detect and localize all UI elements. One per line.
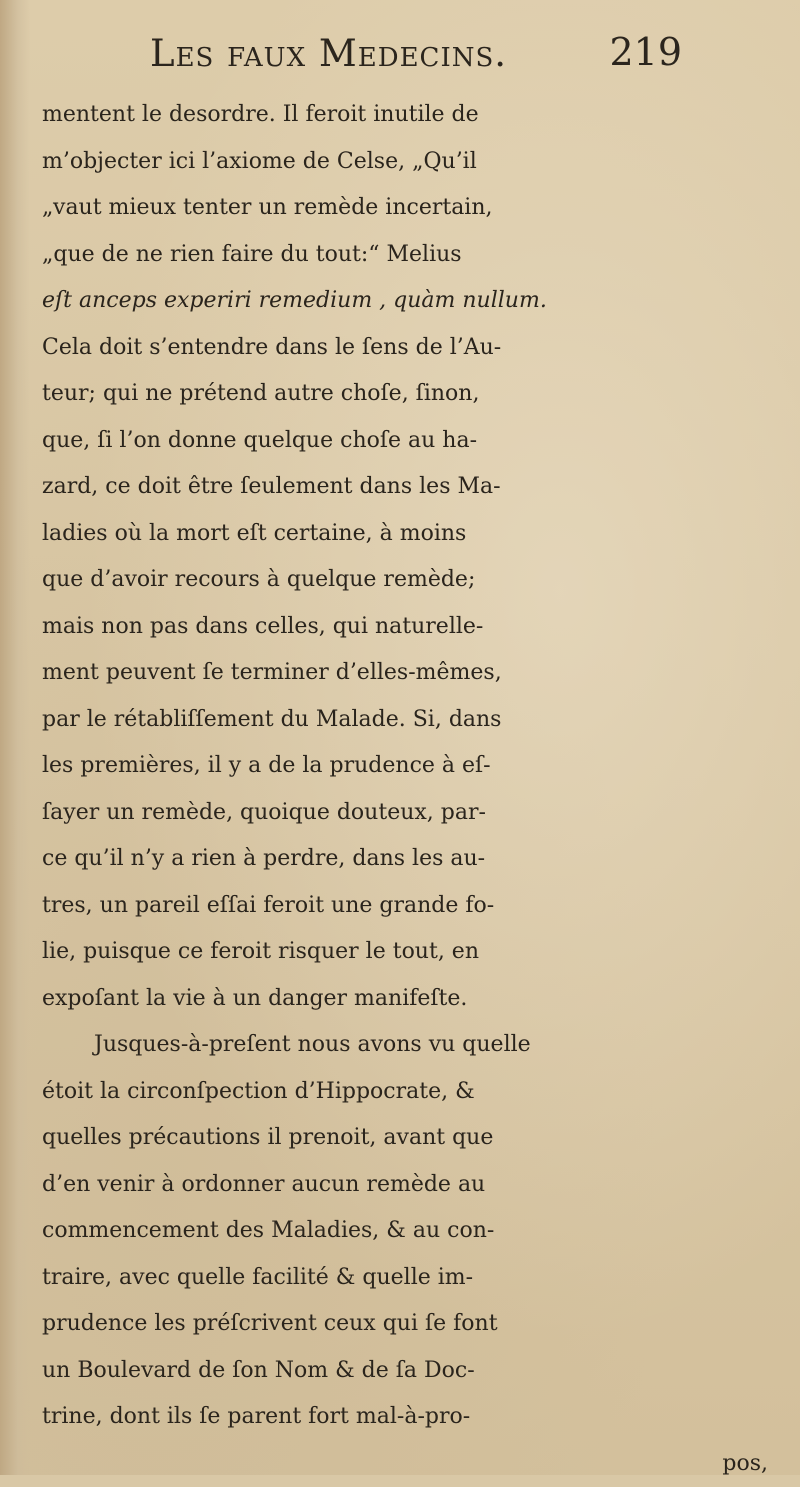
body-text (42, 92, 790, 1487)
text-line: m’objecter ici l’axiome de Celse, „Qu’il (42, 139, 790, 186)
page-header (150, 22, 670, 80)
text-line: trine, dont ils ſe parent fort mal-à-pro- (42, 1394, 790, 1441)
catchword: pos, (42, 1441, 790, 1487)
text-line: prudence les préſcrivent ceux qui ſe font (42, 1301, 790, 1348)
text-line: mais non pas dans celles, qui naturelle- (42, 604, 790, 651)
text-line: quelles précautions il prenoit, avant que (42, 1115, 790, 1162)
text-line: que, ſi l’on donne quelque choſe au ha- (42, 418, 790, 465)
text-line: traire, avec quelle facilité & quelle im- (42, 1255, 790, 1302)
text-line: mentent le desordre. Il feroit inutile de (42, 92, 790, 139)
text-line: d’en venir à ordonner aucun remède au (42, 1162, 790, 1209)
text-line: expoſant la vie à un danger manifeſte. (42, 976, 790, 1023)
text-line: que d’avoir recours à quelque remède; (42, 557, 790, 604)
text-line: commencement des Maladies, & au con- (42, 1208, 790, 1255)
page-gutter-shadow (0, 0, 30, 1475)
text-line: Cela doit s’entendre dans le ſens de l’Au- (42, 325, 790, 372)
text-line: ment peuvent ſe terminer d’elles-mêmes, (42, 650, 790, 697)
running-head: Les faux Medecins. (150, 32, 507, 75)
text-line: teur; qui ne prétend autre choſe, ſinon, (42, 371, 790, 418)
text-line-latin-quote: eſt anceps experiri remedium , quàm nullum. (42, 278, 790, 325)
text-line: ſayer un remède, quoique douteux, par- (42, 790, 790, 837)
text-line: „que de ne rien faire du tout:“ Melius (42, 232, 790, 279)
text-line: étoit la circonſpection d’Hippocrate, & (42, 1069, 790, 1116)
text-line-paragraph-start: Jusques-à-preſent nous avons vu quelle (42, 1022, 790, 1069)
text-line: lie, puisque ce feroit risquer le tout, en (42, 929, 790, 976)
text-line: les premières, il y a de la prudence à eſ- (42, 743, 790, 790)
page-number: 219 (609, 30, 682, 74)
text-line: un Boulevard de ſon Nom & de ſa Doc- (42, 1348, 790, 1395)
text-line: par le rétabliſſement du Malade. Si, dans (42, 697, 790, 744)
text-line: „vaut mieux tenter un remède incertain, (42, 185, 790, 232)
text-line: ladies où la mort eſt certaine, à moins (42, 511, 790, 558)
text-line: zard, ce doit être ſeulement dans les Ma- (42, 464, 790, 511)
text-line: tres, un pareil eſſai feroit une grande fo- (42, 883, 790, 930)
text-line: ce qu’il n’y a rien à perdre, dans les au- (42, 836, 790, 883)
